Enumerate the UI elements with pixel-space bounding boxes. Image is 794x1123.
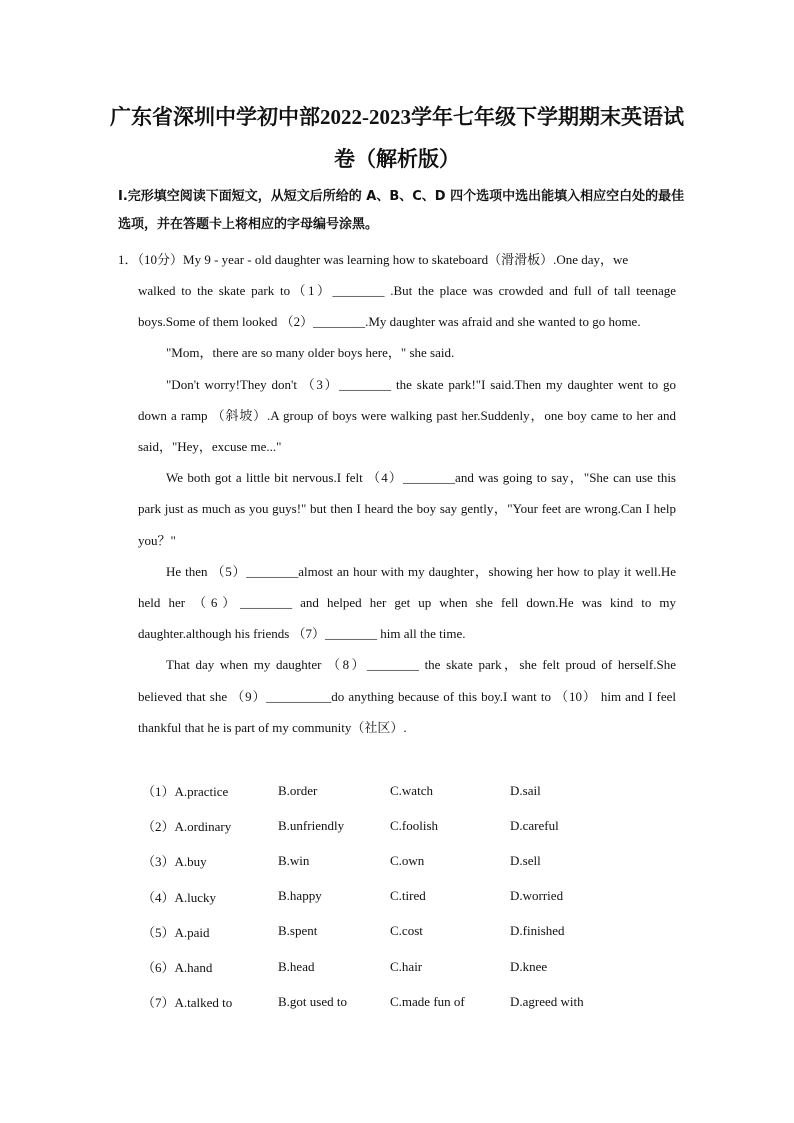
- option-b: B.head: [278, 958, 315, 974]
- section-instructions: Ⅰ.完形填空阅读下面短文，从短文后所给的 A、B、C、D 四个选项中选出能填入相应空白处的最佳选项，并在答题卡上将相应的字母编号涂黑。: [118, 189, 685, 232]
- option-c: C.own: [390, 852, 425, 868]
- option-a: （4）A.lucky: [142, 889, 217, 905]
- passage-paragraph-6: That day when my daughter （8）________ the skate park，she felt proud of herself.She believed that she （9）__________do anything because of this boy.I want to （10） him and I feel thankful that he is part of my community（社区）.: [138, 657, 676, 735]
- option-row: [142, 949, 662, 984]
- option-row: [142, 773, 662, 808]
- option-row: [142, 914, 662, 949]
- option-b: B.win: [278, 852, 310, 868]
- option-a: （7）A.talked to: [142, 995, 233, 1011]
- passage-paragraph-2: "Mom，there are so many older boys here，" she said.: [166, 345, 455, 361]
- option-a: （3）A.buy: [142, 854, 207, 870]
- option-row: [142, 879, 662, 914]
- option-d: D.sail: [510, 782, 541, 798]
- option-d: D.sell: [510, 852, 541, 868]
- option-c: C.cost: [390, 923, 423, 939]
- passage-paragraph-5: He then （5）________almost an hour with my daughter，showing her how to play it well.He held her （6）________ and helped her get up when she fell down.He was kind to my daughter.although his friends （7）________ him all the time.: [138, 563, 676, 642]
- option-a: （5）A.paid: [142, 924, 210, 940]
- option-b: B.spent: [278, 923, 318, 939]
- option-c: C.tired: [390, 888, 426, 904]
- option-row: [142, 843, 662, 878]
- option-b: B.got used to: [278, 993, 347, 1009]
- document-title: 广东省深圳中学初中部2022-2023学年七年级下学期期末英语试卷（解析版）: [110, 105, 684, 171]
- option-row: [142, 808, 662, 843]
- option-c: C.hair: [390, 958, 423, 974]
- question-number: 1．: [118, 252, 138, 267]
- option-b: B.unfriendly: [278, 817, 345, 833]
- option-row: [142, 984, 662, 1019]
- question-points: （10分）: [137, 252, 184, 267]
- passage-paragraph-4: We both got a little bit nervous.I felt （4）________and was going to say，"She can use this park just as much as you guys!" but then I heard the boy say gently，"Your feet are wrong.Can I help you？": [138, 470, 676, 548]
- option-b: B.order: [278, 782, 318, 798]
- options-list: [142, 773, 662, 1019]
- option-d: D.finished: [510, 923, 565, 939]
- option-c: C.foolish: [390, 817, 439, 833]
- option-d: D.careful: [510, 817, 559, 833]
- question-header: [118, 244, 678, 275]
- option-a: （6）A.hand: [142, 960, 213, 976]
- option-a: （1）A.practice: [142, 784, 229, 800]
- passage-first-line: My 9 - year - old daughter was learning how to skateboard（滑滑板）.One day，we: [183, 252, 629, 267]
- passage-paragraph-3: "Don't worry!They don't （3）________ the skate park!"I said.Then my daughter went to go down a ramp （斜坡）.A group of boys were walking past her.Suddenly，one boy came to her and said，"Hey，excuse me...": [138, 376, 676, 455]
- option-d: D.knee: [510, 958, 548, 974]
- option-d: D.worried: [510, 888, 564, 904]
- option-c: C.watch: [390, 782, 433, 798]
- option-a: （2）A.ordinary: [142, 819, 232, 835]
- passage: [138, 275, 676, 743]
- option-d: D.agreed with: [510, 993, 584, 1009]
- passage-paragraph-1: walked to the skate park to（1）________ .But the place was crowded and full of tall teenage boys.Some of them looked （2）________.My daughter was afraid and she wanted to go home.: [138, 283, 676, 330]
- option-b: B.happy: [278, 888, 322, 904]
- option-c: C.made fun of: [390, 993, 465, 1009]
